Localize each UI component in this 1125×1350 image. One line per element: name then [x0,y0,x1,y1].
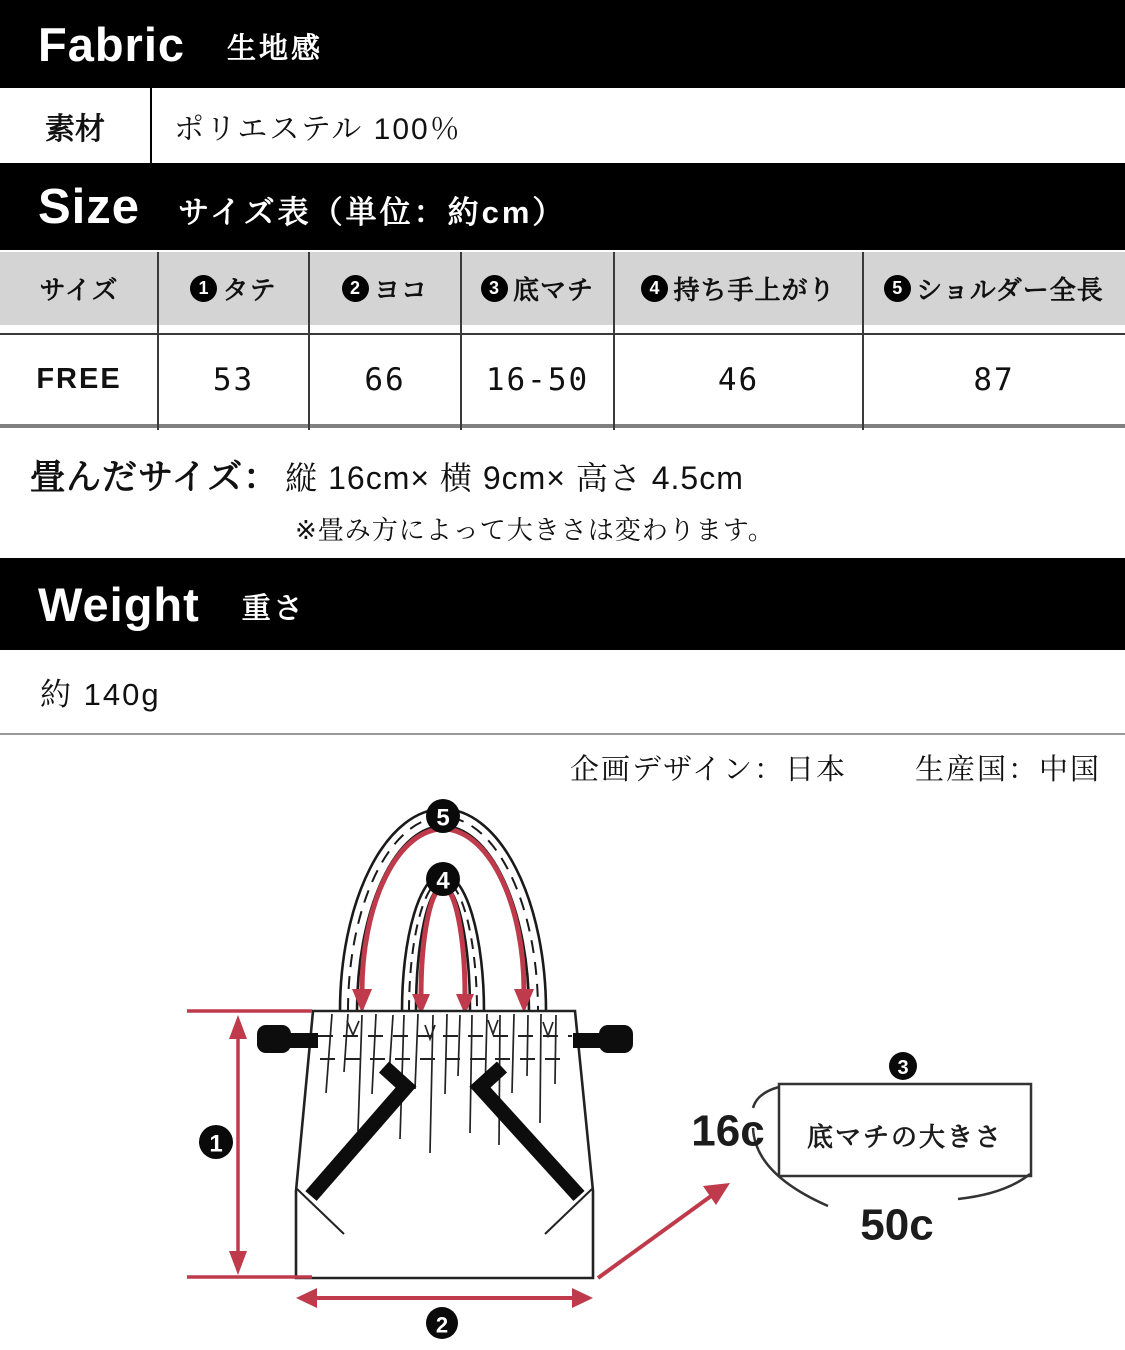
circled-number-icon: 5 [884,275,911,302]
cell-width: 66 [364,361,406,398]
folded-size-label: 畳んだサイズ： [30,458,280,497]
material-row [0,88,1125,163]
handle-measure-arc [412,887,474,1015]
badge-3 [889,1052,917,1080]
cell-height: 53 [212,361,255,398]
col-header-gusset [461,252,614,325]
fabric-title-ja: 生地感 [227,32,324,65]
weight-title-ja: 重さ [241,592,306,625]
circled-number-icon: 1 [190,275,217,302]
arrow-up-right-icon [703,1183,730,1205]
cell-size: FREE [36,363,122,395]
cell-handle: 46 [717,361,760,398]
svg-text:3: 3 [897,1057,909,1079]
col-header-label: タテ [222,275,277,305]
weight-value: 約 140g [40,677,161,712]
table-divider [613,252,615,430]
svg-text:1: 1 [209,1130,223,1158]
arrow-down-icon [229,1251,247,1275]
badge-4 [426,862,460,896]
arrow-up-icon [229,1015,247,1039]
gusset-box-label: 底マチの大きさ [806,1122,1004,1152]
cell-gusset: 16-50 [485,361,590,398]
shoulder-measure-arc [352,829,534,1013]
svg-text:5: 5 [436,804,450,832]
col-header-shoulder [863,252,1125,325]
origin-row [0,735,1125,793]
badge-2 [426,1307,458,1339]
table-divider [157,252,159,430]
circled-number-icon: 3 [481,275,508,302]
weight-title-en: Weight [38,577,200,631]
material-value: ポリエステル 100％ [174,112,462,146]
production-country: 生産国：中国 [915,754,1102,786]
size-title-ja: サイズ表（単位：約cm） [178,195,567,230]
col-header-label: ヨコ [373,275,428,305]
badge-5 [426,799,460,833]
gusset-pointer-arrow [598,1183,730,1278]
bag-measurement-diagram [0,793,1125,1350]
design-origin: 企画デザイン：日本 [570,754,847,786]
gusset-height-label: 16c [691,1106,765,1156]
arrow-left-icon [296,1288,317,1308]
arrow-down-icon [514,989,534,1013]
measure-height [187,1011,312,1277]
gusset-width-label: 50c [860,1200,934,1250]
folded-size-value: 縦 16cm× 横 9cm× 高さ 4.5cm [285,460,744,496]
fabric-section-header [0,0,1125,88]
size-table [0,250,1125,430]
arrow-down-icon [352,989,372,1013]
measure-width [296,1288,593,1339]
size-table-header [0,252,1125,325]
col-header-size [0,252,158,325]
svg-text:4: 4 [436,867,450,895]
size-section-header [0,163,1125,250]
gusset-detail [691,1052,1031,1250]
circled-number-icon: 2 [342,275,369,302]
col-header-width [309,252,461,325]
fabric-title-en: Fabric [38,17,186,71]
weight-section-header [0,558,1125,650]
size-title-en: Size [38,179,141,234]
folded-size-note: ※畳み方によって大きさは変わります。 [295,515,775,545]
cell-shoulder: 87 [973,361,1015,398]
circled-number-icon: 4 [641,275,668,302]
col-header-label: サイズ [39,275,119,305]
folded-size-block [0,430,1125,558]
table-divider [308,252,310,430]
svg-text:2: 2 [435,1312,449,1338]
table-divider [862,252,864,430]
material-label: 素材 [0,88,152,163]
col-header-label: ショルダー全長 [916,275,1104,305]
col-header-height [158,252,309,325]
arrow-right-icon [572,1288,593,1308]
badge-1 [199,1125,233,1159]
col-header-label: 持ち手上がり [673,275,836,305]
bag-body [257,1011,633,1278]
col-header-label: 底マチ [512,275,594,305]
size-table-row [0,333,1125,428]
table-divider [460,252,462,430]
col-header-handle [614,252,863,325]
